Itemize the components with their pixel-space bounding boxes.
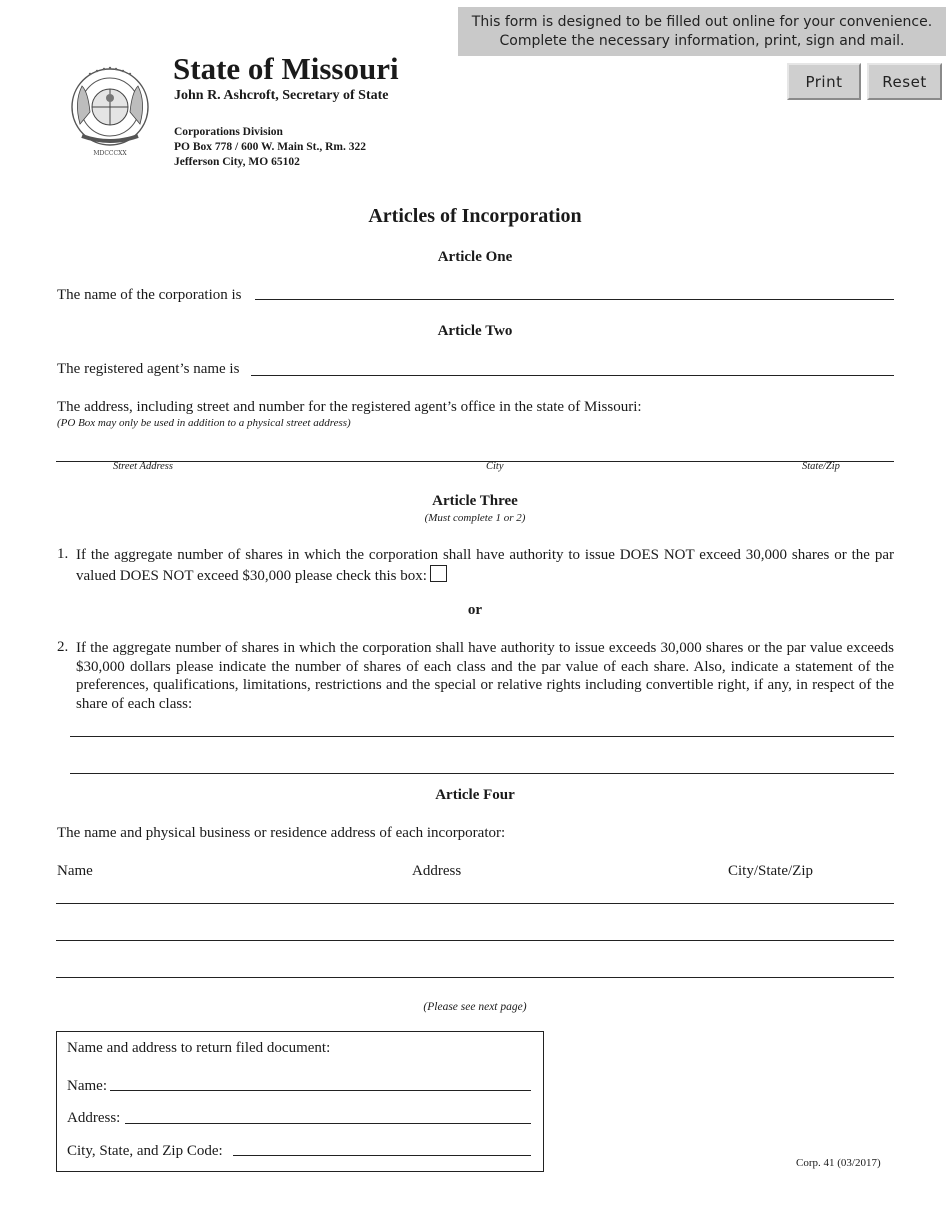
registered-agent-line <box>251 375 894 376</box>
corporation-name-label: The name of the corporation is <box>57 287 242 303</box>
shares-statement-line-2 <box>70 773 894 774</box>
item-1-number: 1. <box>57 546 69 562</box>
item-1-paragraph <box>76 546 894 585</box>
po-box-note: (PO Box may only be used in addition to a physical street address) <box>57 417 351 429</box>
return-city-input[interactable] <box>236 1139 531 1155</box>
reset-button[interactable]: Reset <box>867 63 942 100</box>
online-form-notice <box>458 7 946 56</box>
division-name: Corporations Division <box>174 126 283 138</box>
registered-agent-input[interactable] <box>256 358 890 374</box>
return-name-label: Name: <box>67 1078 107 1094</box>
notice-line-1: This form is designed to be filled out online for your convenience. <box>471 14 933 30</box>
svg-text:MDCCCXX: MDCCCXX <box>93 150 127 157</box>
return-address-line <box>125 1123 531 1124</box>
return-city-label: City, State, and Zip Code: <box>67 1143 223 1159</box>
article-one-heading: Article One <box>437 249 513 265</box>
state-title: State of Missouri <box>173 51 399 86</box>
incorporator-row-3-input[interactable] <box>56 958 894 976</box>
article-three-heading: Article Three <box>432 493 518 509</box>
column-name: Name <box>57 863 93 879</box>
column-city-state-zip: City/State/Zip <box>728 863 813 879</box>
incorporator-row-1-line <box>56 903 894 904</box>
return-address-label: Address: <box>67 1110 121 1126</box>
or-separator: or <box>467 602 483 618</box>
incorporator-row-3-line <box>56 977 894 978</box>
column-address: Address <box>412 863 462 879</box>
agent-address-line <box>56 461 894 462</box>
secretary-name: John R. Ashcroft, Secretary of State <box>174 88 389 103</box>
form-id: Corp. 41 (03/2017) <box>796 1157 881 1169</box>
form-title: Articles of Incorporation <box>368 205 582 227</box>
article-two-heading: Article Two <box>437 323 513 339</box>
item-1-text: If the aggregate number of shares in which the corporation shall have authority to issue DOES NOT exceed 30,000 shares or the par valued DOES NOT exceed $30,000 please check this box: <box>76 547 894 584</box>
registered-agent-label: The registered agent’s name is <box>57 361 240 377</box>
article-three-subnote: (Must complete 1 or 2) <box>424 512 526 524</box>
agent-address-label: The address, including street and number for the registered agent’s office in the state of Missouri: <box>57 399 642 415</box>
return-name-line <box>110 1090 531 1091</box>
notice-line-2: Complete the necessary information, print, sign and mail. <box>499 33 905 49</box>
return-address-input[interactable] <box>128 1106 531 1122</box>
print-button[interactable]: Print <box>787 63 861 100</box>
return-box-title: Name and address to return filed document: <box>67 1040 331 1056</box>
division-city: Jefferson City, MO 65102 <box>174 156 300 168</box>
return-city-line <box>233 1155 531 1156</box>
see-next-page-note: (Please see next page) <box>423 1001 527 1013</box>
incorporator-row-2-line <box>56 940 894 941</box>
missouri-state-seal <box>60 62 160 162</box>
caption-street-address: Street Address <box>113 461 173 472</box>
return-name-input[interactable] <box>112 1074 531 1090</box>
division-po-box: PO Box 778 / 600 W. Main St., Rm. 322 <box>174 141 367 153</box>
article-four-heading: Article Four <box>435 787 515 803</box>
shares-statement-input-1[interactable] <box>70 718 894 736</box>
incorporator-row-1-input[interactable] <box>56 884 894 902</box>
corporation-name-input[interactable] <box>260 283 890 299</box>
incorporator-intro: The name and physical business or residence address of each incorporator: <box>57 825 506 841</box>
shares-statement-line-1 <box>70 736 894 737</box>
shares-checkbox[interactable] <box>430 565 447 582</box>
caption-state-zip: State/Zip <box>802 461 840 472</box>
incorporator-row-2-input[interactable] <box>56 921 894 939</box>
item-2-number: 2. <box>57 639 69 655</box>
caption-city: City <box>486 461 504 472</box>
item-2-text: If the aggregate number of shares in which the corporation shall have authority to issue exceeds 30,000 shares or the par value exceeds $30,000 dollars please indicate the number of shares of each class and the par value of each share. Also, indicate a statement of the preferences, qualifications, limitations, restrictions and the special or relative rights including convertible right, if any, in respect of the share of each class: <box>76 640 894 712</box>
shares-statement-input-2[interactable] <box>70 755 894 773</box>
agent-street-address-input[interactable] <box>56 440 894 460</box>
corporation-name-line <box>255 299 894 300</box>
